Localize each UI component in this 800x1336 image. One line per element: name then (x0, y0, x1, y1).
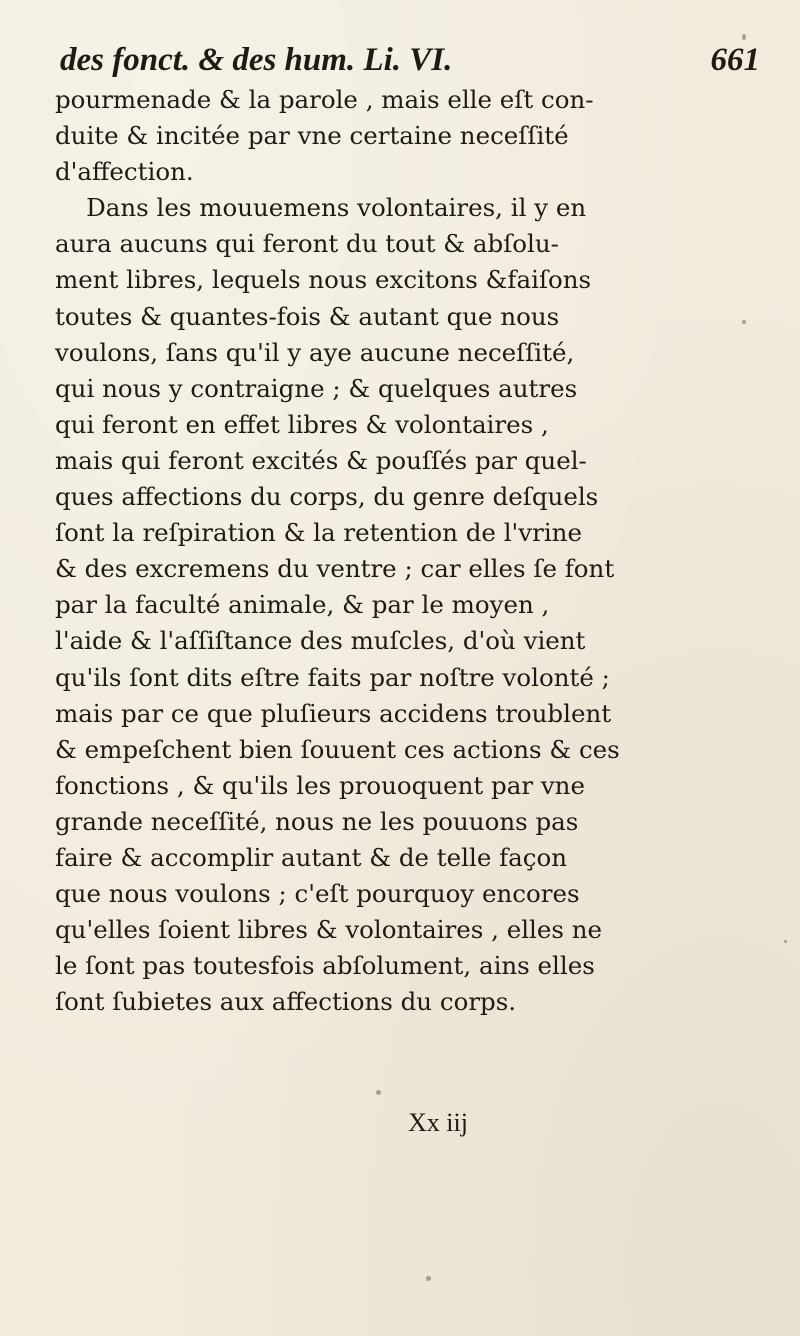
text-line: & empeſchent bien ſouuent ces actions & ces (55, 734, 620, 764)
text-line: qu'elles ſoient libres & volontaires , elles ne (55, 915, 603, 945)
text-line: qui nous y contraigne ; & quelques autres (55, 373, 578, 403)
text-line: duite & incitée par vne certaine neceſſité (55, 121, 569, 151)
text-line: faire & accomplir autant & de telle façon (55, 842, 568, 872)
ink-speck (376, 1090, 381, 1095)
text-line: voulons, ſans qu'il y aye aucune neceſſité, (55, 337, 575, 367)
body-text (55, 82, 785, 1020)
ink-speck (784, 940, 787, 943)
text-line: mais par ce que pluſieurs accidens troublent (55, 698, 612, 728)
ink-speck (742, 34, 746, 40)
text-line: qui feront en effet libres & volontaires , (55, 409, 549, 439)
text-line: ſont la reſpiration & la retention de l'vrine (55, 518, 582, 548)
text-line: ſont ſubietes aux affections du corps. (55, 987, 517, 1017)
text-line: fonctions , & qu'ils les prouoquent par vne (55, 770, 585, 800)
text-line: par la faculté animale, & par le moyen , (55, 590, 550, 620)
running-title: des fonct. & des hum. Li. VI. (60, 42, 453, 78)
text-line: Dans les mouuemens volontaires, il y en (55, 193, 587, 223)
ink-speck (426, 1276, 431, 1281)
text-line: pourmenade & la parole , mais elle eſt con- (55, 85, 594, 114)
text-line: que nous voulons ; c'eſt pourquoy encores (55, 879, 580, 909)
text-line: l'aide & l'aſſiſtance des muſcles, d'où vient (55, 626, 586, 656)
text-line: & des excremens du ventre ; car elles ſe font (55, 554, 615, 584)
text-line: aura aucuns qui feront du tout & abſolu- (55, 229, 559, 259)
text-line: ment libres, lequels nous excitons &faiſons (55, 265, 592, 295)
text-line: mais qui feront excités & pouſſés par quel- (55, 445, 587, 475)
signature-mark: Xx iij (408, 1108, 468, 1137)
text-line: toutes & quantes-fois & autant que nous (55, 301, 560, 331)
text-line: le ſont pas toutesfois abſolument, ains elles (55, 951, 595, 981)
text-line: d'affection. (55, 157, 194, 187)
ink-speck (742, 320, 746, 324)
page-number: 661 (710, 42, 760, 78)
text-line: grande neceſſité, nous ne les pouuons pas (55, 806, 579, 836)
text-line: ques affections du corps, du genre deſquels (55, 482, 599, 512)
text-line: qu'ils ſont dits eſtre faits par noſtre volonté ; (55, 662, 610, 692)
